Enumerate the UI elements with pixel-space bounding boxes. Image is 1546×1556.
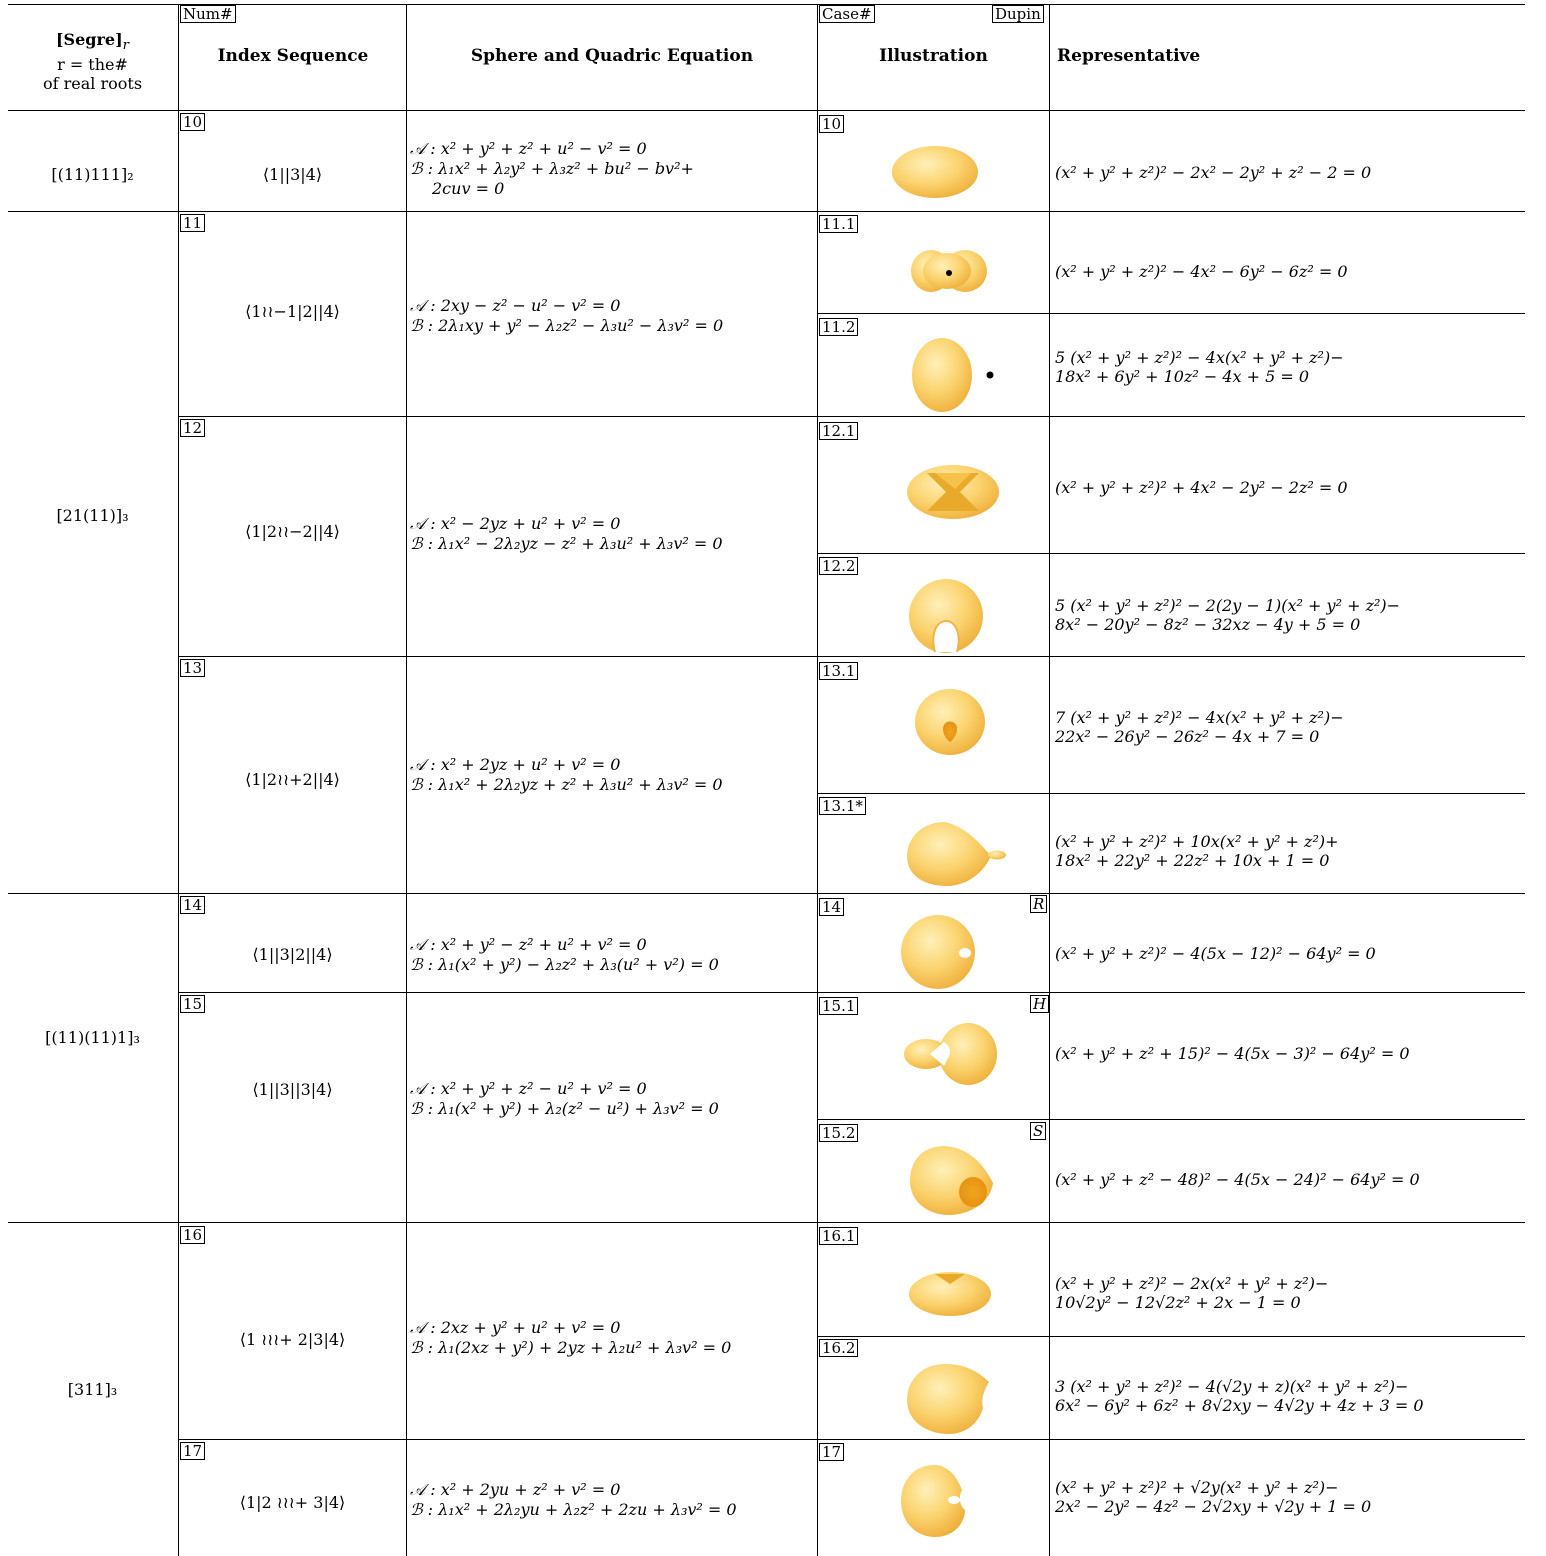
segre-group-2: [21(11)]₃	[56, 506, 129, 525]
num-box: 12	[180, 419, 205, 437]
rep-line-2: 2x² − 2y² − 4z² − 2√2xy + √2y + 1 = 0	[1055, 1497, 1372, 1516]
equation-block	[410, 139, 815, 199]
case-box: 15.1	[819, 997, 858, 1015]
surface-illustration-10	[885, 140, 985, 202]
index-sequence: ⟨1||3||3|4⟩	[252, 1080, 333, 1099]
equation-b: ℬ : λ₁(x² + y²) + λ₂(z² − u²) + λ₃v² = 0	[410, 1099, 719, 1118]
case-box: 11.1	[819, 215, 858, 233]
equation-b: ℬ : λ₁x² + λ₂y² + λ₃z² + bu² − bv²+	[410, 159, 694, 178]
num-box: 13	[180, 659, 205, 677]
rep-line-1: 5 (x² + y² + z²)² − 2(2y − 1)(x² + y² + z²)−	[1055, 596, 1401, 615]
case-box: 10	[819, 115, 844, 133]
rep-line-1: (x² + y² + z²)² + 10x(x² + y² + z²)+	[1055, 832, 1339, 851]
rep-line-1: (x² + y² + z²)² − 2x(x² + y² + z²)−	[1055, 1274, 1329, 1293]
dupin-header-box: Dupin	[992, 5, 1044, 23]
equation-b-cont: 2cuv = 0	[432, 179, 505, 198]
segre-header-sub: r	[122, 38, 130, 54]
index-sequence: ⟨1 ≀≀≀+ 2|3|4⟩	[239, 1330, 346, 1349]
num-header-box: Num#	[180, 5, 236, 23]
representative-equation	[1055, 944, 1535, 963]
rep-line-2: 10√2y² − 12√2z² + 2x − 1 = 0	[1055, 1293, 1301, 1312]
equation-a: 𝒜 : x² − 2yz + u² + v² = 0	[410, 514, 621, 533]
num-box: 16	[180, 1226, 205, 1244]
segre-group-4: [311]₃	[67, 1380, 118, 1399]
equation-block	[410, 1079, 815, 1119]
equation-a: 𝒜 : x² + y² + z² − u² + v² = 0	[410, 1079, 647, 1098]
num-box: 14	[180, 896, 205, 914]
num-box: 17	[180, 1442, 205, 1460]
equation-b: ℬ : λ₁x² − 2λ₂yz − z² + λ₃u² + λ₃v² = 0	[410, 534, 723, 553]
representative-equation	[1055, 1170, 1535, 1189]
rep-line-2: 6x² − 6y² + 6z² + 8√2xy − 4√2y + 4z + 3 = 0	[1055, 1396, 1424, 1415]
rep-line-1: (x² + y² + z²)² + 4x² − 2y² − 2z² = 0	[1055, 478, 1348, 497]
index-sequence: ⟨1||3|2||4⟩	[252, 945, 333, 964]
case-box: 13.1*	[819, 797, 866, 815]
rep-line-2: 22x² − 26y² − 26z² − 4x + 7 = 0	[1055, 727, 1320, 746]
case-header-box: Case#	[819, 5, 875, 23]
surface-illustration-12-2	[905, 578, 987, 656]
equation-b: ℬ : 2λ₁xy + y² − λ₂z² − λ₃u² − λ₃v² = 0	[410, 316, 724, 335]
surface-illustration-17	[898, 1462, 973, 1540]
rep-line-2: 8x² − 20y² − 8z² − 32xz − 4y + 5 = 0	[1055, 615, 1361, 634]
equation-a: 𝒜 : 2xy − z² − u² − v² = 0	[410, 296, 621, 315]
rep-line-1: 3 (x² + y² + z²)² − 4(√2y + z)(x² + y² + z²)−	[1055, 1377, 1409, 1396]
equation-a: 𝒜 : x² + y² + z² + u² − v² = 0	[410, 139, 647, 158]
representative-equation	[1055, 1377, 1535, 1415]
dupin-type-badge: S	[1030, 1122, 1046, 1140]
equation-b: ℬ : λ₁x² + 2λ₂yz + z² + λ₃u² + λ₃v² = 0	[410, 775, 723, 794]
case-box: 16.1	[819, 1227, 858, 1245]
representative-equation	[1055, 163, 1535, 182]
segre-header	[10, 30, 175, 93]
surface-illustration-13-1	[905, 687, 995, 757]
dupin-type-badge: H	[1030, 995, 1049, 1013]
equation-b: ℬ : λ₁(2xz + y²) + 2yz + λ₂u² + λ₃v² = 0	[410, 1338, 732, 1357]
representative-equation	[1055, 1044, 1535, 1063]
segre-group-3: [(11)(11)1]₃	[45, 1028, 140, 1047]
case-box: 14	[819, 898, 844, 916]
case-box: 12.2	[819, 557, 858, 575]
rep-line-2: 18x² + 22y² + 22z² + 10x + 1 = 0	[1055, 851, 1330, 870]
equation-a: 𝒜 : 2xz + y² + u² + v² = 0	[410, 1318, 621, 1337]
equation-block	[410, 755, 815, 795]
equation-block	[410, 1480, 815, 1520]
equation-block	[410, 1318, 815, 1358]
sphere-quadric-header: Sphere and Quadric Equation	[470, 46, 754, 66]
rep-line-1: (x² + y² + z²)² + √2y(x² + y² + z²)−	[1055, 1478, 1339, 1497]
representative-equation	[1055, 262, 1535, 281]
case-box: 12.1	[819, 422, 858, 440]
representative-header: Representative	[1057, 46, 1201, 66]
representative-equation	[1055, 1478, 1535, 1516]
index-sequence: ⟨1|2≀≀−2||4⟩	[245, 522, 340, 541]
surface-illustration-16-2	[905, 1362, 995, 1437]
rep-line-1: (x² + y² + z²)² − 4(5x − 12)² − 64y² = 0	[1055, 944, 1376, 963]
index-sequence-header: Index Sequence	[217, 46, 369, 66]
case-box: 13.1	[819, 662, 858, 680]
equation-block	[410, 514, 815, 554]
surface-illustration-15-1	[900, 1020, 1000, 1090]
equation-block	[410, 296, 815, 336]
index-sequence: ⟨1|2 ≀≀≀+ 3|4⟩	[239, 1493, 346, 1512]
equation-a: 𝒜 : x² + 2yu + z² + v² = 0	[410, 1480, 621, 1499]
rep-line-1: (x² + y² + z²)² − 4x² − 6y² − 6z² = 0	[1055, 262, 1348, 281]
surface-illustration-16-1	[905, 1268, 995, 1318]
case-box: 16.2	[819, 1339, 858, 1357]
representative-equation	[1055, 708, 1535, 746]
num-box: 10	[180, 113, 205, 131]
surface-illustration-11-1	[905, 243, 995, 298]
case-box: 17	[819, 1443, 844, 1461]
equation-b: ℬ : λ₁(x² + y²) − λ₂z² + λ₃(u² + v²) = 0	[410, 955, 719, 974]
rep-line-1: (x² + y² + z² − 48)² − 4(5x − 24)² − 64y² = 0	[1055, 1170, 1420, 1189]
representative-equation	[1055, 832, 1535, 870]
index-sequence: ⟨1≀≀−1|2||4⟩	[245, 302, 340, 321]
rep-line-2: 18x² + 6y² + 10z² − 4x + 5 = 0	[1055, 367, 1310, 386]
num-box: 11	[180, 214, 205, 232]
rep-line-1: 7 (x² + y² + z²)² − 4x(x² + y² + z²)−	[1055, 708, 1344, 727]
representative-equation	[1055, 1274, 1535, 1312]
segre-header-title: [Segre]	[55, 30, 123, 49]
surface-illustration-12-1	[905, 463, 1000, 521]
rep-line-1: (x² + y² + z² + 15)² − 4(5x − 3)² − 64y² = 0	[1055, 1044, 1410, 1063]
representative-equation	[1055, 348, 1535, 386]
surface-illustration-14	[895, 912, 985, 992]
dupin-type-badge: R	[1030, 895, 1047, 913]
illustration-header: Illustration	[879, 46, 988, 66]
index-sequence: ⟨1||3|4⟩	[262, 165, 323, 184]
equation-b: ℬ : λ₁x² + 2λ₂yu + λ₂z² + 2zu + λ₃v² = 0	[410, 1500, 737, 1519]
equation-a: 𝒜 : x² + y² − z² + u² + v² = 0	[410, 935, 647, 954]
equation-a: 𝒜 : x² + 2yz + u² + v² = 0	[410, 755, 621, 774]
segre-header-line3: of real roots	[42, 74, 143, 94]
representative-equation	[1055, 596, 1535, 634]
surface-illustration-11-2	[905, 337, 1005, 417]
rep-line-1: (x² + y² + z²)² − 2x² − 2y² + z² − 2 = 0	[1055, 163, 1372, 182]
surface-illustration-15-2	[905, 1143, 997, 1218]
surface-illustration-13-1-star	[905, 820, 1010, 890]
num-box: 15	[180, 995, 205, 1013]
representative-equation	[1055, 478, 1535, 497]
index-sequence: ⟨1|2≀≀+2||4⟩	[245, 770, 340, 789]
case-box: 11.2	[819, 318, 858, 336]
equation-block	[410, 935, 815, 975]
segre-header-line2: r = the#	[57, 55, 128, 75]
segre-group-1: [(11)111]₂	[51, 165, 134, 184]
rep-line-1: 5 (x² + y² + z²)² − 4x(x² + y² + z²)−	[1055, 348, 1344, 367]
case-box: 15.2	[819, 1124, 858, 1142]
